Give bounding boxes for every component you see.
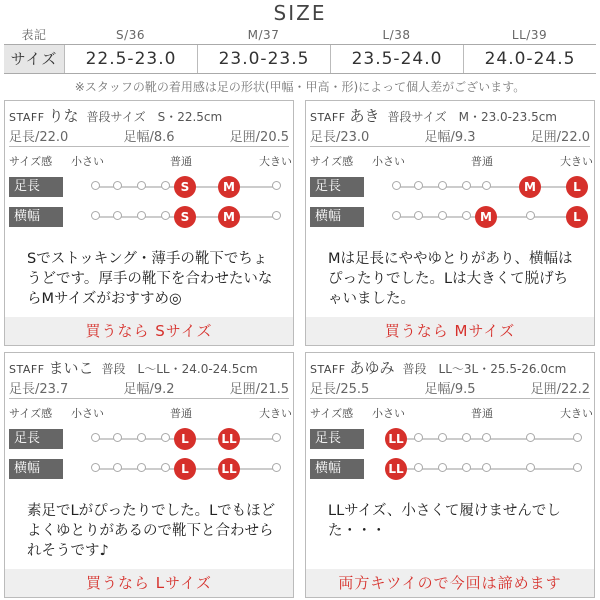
fit-scale-dot (438, 181, 447, 190)
fit-scale-dot (482, 181, 491, 190)
scale-normal-label: 普通 (170, 407, 192, 420)
verdict-banner: 買うなら Sサイズ (5, 317, 293, 345)
foot-girth: 足囲/20.5 (229, 130, 289, 145)
size-row-label: サイズ (4, 45, 64, 73)
fit-scale-dot (113, 433, 122, 442)
fit-scale-header (306, 405, 594, 423)
fit-row-label: 横幅 (9, 207, 63, 227)
fit-scale-dot (161, 211, 170, 220)
fit-scale-title: サイズ感 (310, 407, 354, 420)
staff-card (4, 100, 294, 346)
fit-scale-title: サイズ感 (310, 155, 354, 168)
size-value-l: 23.5-24.0 (330, 45, 463, 73)
staff-name: まいこ (48, 359, 94, 377)
scale-small-label: 小さい (71, 407, 104, 420)
fit-row-width (306, 457, 594, 481)
fit-scale-dot (137, 463, 146, 472)
staff-header (310, 357, 590, 375)
foot-measurements (310, 378, 590, 399)
size-marker: M (218, 176, 240, 198)
fit-scale-dot (113, 211, 122, 220)
fit-scale-dot (526, 463, 535, 472)
fit-row-length (306, 427, 594, 451)
scale-large-label: 大きい (560, 407, 593, 420)
fit-scale-dot (272, 211, 281, 220)
scale-large-label: 大きい (259, 407, 292, 420)
fit-scale-dot (573, 433, 582, 442)
fit-scale-dot (161, 463, 170, 472)
fit-row-label: 横幅 (310, 459, 364, 479)
foot-girth: 足囲/22.2 (530, 382, 590, 397)
staff-card (305, 352, 595, 598)
fit-scale-dot (91, 181, 100, 190)
fit-scale-dot (414, 211, 423, 220)
fit-scale-dot (462, 463, 471, 472)
page-title: SIZE (273, 1, 327, 25)
foot-width: 足幅/9.3 (424, 130, 476, 145)
verdict-banner: 買うなら Lサイズ (5, 569, 293, 597)
fit-scale-dot (462, 181, 471, 190)
fit-scale-dot (161, 433, 170, 442)
fit-scale-dot (414, 181, 423, 190)
size-column-ll: LL/39 (511, 28, 548, 42)
fit-scale-dot (113, 463, 122, 472)
fit-row-length (5, 427, 293, 451)
size-marker: LL (385, 458, 407, 480)
staff-header (310, 105, 590, 123)
staff-card (4, 352, 294, 598)
staff-name: あき (349, 107, 380, 125)
size-table-value-row (4, 44, 596, 74)
foot-measurements (9, 378, 289, 399)
fit-scale-header (5, 405, 293, 423)
verdict-banner: 両方キツイので今回は諦めます (306, 569, 594, 597)
size-marker: M (475, 206, 497, 228)
fit-scale-dot (272, 463, 281, 472)
staff-header (9, 357, 289, 375)
scale-small-label: 小さい (372, 155, 405, 168)
staff-label: STAFF (9, 363, 45, 376)
foot-measurements (310, 126, 590, 147)
verdict-banner: 買うなら Mサイズ (306, 317, 594, 345)
size-marker: S (174, 176, 196, 198)
fit-scale-dot (462, 433, 471, 442)
foot-girth: 足囲/21.5 (229, 382, 289, 397)
fit-scale-dot (392, 211, 401, 220)
staff-header (9, 105, 289, 123)
staff-card (305, 100, 595, 346)
fit-scale-dot (137, 181, 146, 190)
foot-width: 足幅/9.5 (424, 382, 476, 397)
fit-scale-title: サイズ感 (9, 407, 53, 420)
size-marker: M (519, 176, 541, 198)
scale-large-label: 大きい (560, 155, 593, 168)
fit-row-length (306, 175, 594, 199)
foot-length: 足長/23.7 (9, 382, 69, 397)
fit-row-width (5, 205, 293, 229)
size-column-s: S/36 (116, 28, 145, 42)
fit-scale-dot (438, 211, 447, 220)
foot-length: 足長/23.0 (310, 130, 370, 145)
foot-measurements (9, 126, 289, 147)
staff-comment: 素足でLがぴったりでした。Lでもほどよくゆとりがあるので靴下と合わせられそうです♪ (27, 503, 276, 559)
staff-name: りな (48, 107, 79, 125)
fit-scale-dot (91, 211, 100, 220)
foot-length: 足長/22.0 (9, 130, 69, 145)
scale-normal-label: 普通 (471, 155, 493, 168)
fit-scale-dot (438, 433, 447, 442)
fit-row-label: 横幅 (9, 459, 63, 479)
fit-scale-dot (482, 433, 491, 442)
staff-comment: LLサイズ、小さくて履けませんでした・・・ (328, 503, 561, 539)
usual-size: 普段 L〜LL・24.0-24.5cm (101, 362, 258, 376)
fit-row-label: 足長 (310, 177, 364, 197)
fit-row-label: 足長 (9, 429, 63, 449)
scale-large-label: 大きい (259, 155, 292, 168)
foot-girth: 足囲/22.0 (530, 130, 590, 145)
size-marker: L (174, 458, 196, 480)
scale-normal-label: 普通 (471, 407, 493, 420)
size-marker: S (174, 206, 196, 228)
fit-scale-dot (414, 433, 423, 442)
fit-scale-dot (414, 463, 423, 472)
fit-row-length (5, 175, 293, 199)
size-table-header-row (4, 26, 596, 44)
fit-scale-header (306, 153, 594, 171)
staff-label: STAFF (9, 111, 45, 124)
fit-scale-dot (272, 181, 281, 190)
scale-small-label: 小さい (372, 407, 405, 420)
fit-scale-title: サイズ感 (9, 155, 53, 168)
staff-label: STAFF (310, 363, 346, 376)
fit-row-width (5, 457, 293, 481)
fit-scale-dot (113, 181, 122, 190)
size-marker: LL (218, 458, 240, 480)
fit-scale-dot (573, 463, 582, 472)
staff-name: あゆみ (349, 359, 395, 377)
foot-length: 足長/25.5 (310, 382, 370, 397)
size-marker: LL (385, 428, 407, 450)
fit-scale-dot (392, 181, 401, 190)
size-value-m: 23.0-23.5 (197, 45, 330, 73)
fit-scale-dot (161, 181, 170, 190)
fit-row-label: 足長 (9, 177, 63, 197)
fit-scale-dot (438, 463, 447, 472)
usual-size: 普段 LL〜3L・25.5-26.0cm (402, 362, 567, 376)
scale-normal-label: 普通 (170, 155, 192, 168)
size-table-header-label: 表記 (21, 28, 47, 42)
size-marker: LL (218, 428, 240, 450)
foot-width: 足幅/8.6 (123, 130, 175, 145)
usual-size: 普段サイズ S・22.5cm (86, 110, 223, 124)
size-value-ll: 24.0-24.5 (463, 45, 596, 73)
size-marker: L (174, 428, 196, 450)
fit-scale-dot (91, 433, 100, 442)
foot-width: 足幅/9.2 (123, 382, 175, 397)
staff-comment: Sでストッキング・薄手の靴下でちょうどです。厚手の靴下を合わせたいならMサイズがおすすめ◎ (27, 251, 273, 307)
size-marker: L (566, 206, 588, 228)
fit-row-width (306, 205, 594, 229)
fit-scale-dot (272, 433, 281, 442)
scale-small-label: 小さい (71, 155, 104, 168)
fit-row-label: 足長 (310, 429, 364, 449)
fit-scale-dot (462, 211, 471, 220)
size-marker: M (218, 206, 240, 228)
fit-scale-dot (482, 463, 491, 472)
fit-scale-dot (137, 211, 146, 220)
size-table (4, 26, 596, 74)
fit-scale-dot (526, 211, 535, 220)
size-column-m: M/37 (247, 28, 280, 42)
fit-note: ※スタッフの靴の着用感は足の形状(甲幅・甲高・形)によって個人差がございます。 (74, 80, 526, 94)
fit-scale-header (5, 153, 293, 171)
size-marker: L (566, 176, 588, 198)
fit-scale-dot (526, 433, 535, 442)
fit-row-label: 横幅 (310, 207, 364, 227)
size-value-s: 22.5-23.0 (64, 45, 197, 73)
fit-scale-dot (137, 433, 146, 442)
usual-size: 普段サイズ M・23.0-23.5cm (387, 110, 557, 124)
staff-comment: Mは足長にややゆとりがあり、横幅はぴったりでした。Lは大きくて脱げちゃいました。 (328, 251, 573, 307)
staff-label: STAFF (310, 111, 346, 124)
size-column-l: L/38 (382, 28, 411, 42)
fit-scale-dot (91, 463, 100, 472)
